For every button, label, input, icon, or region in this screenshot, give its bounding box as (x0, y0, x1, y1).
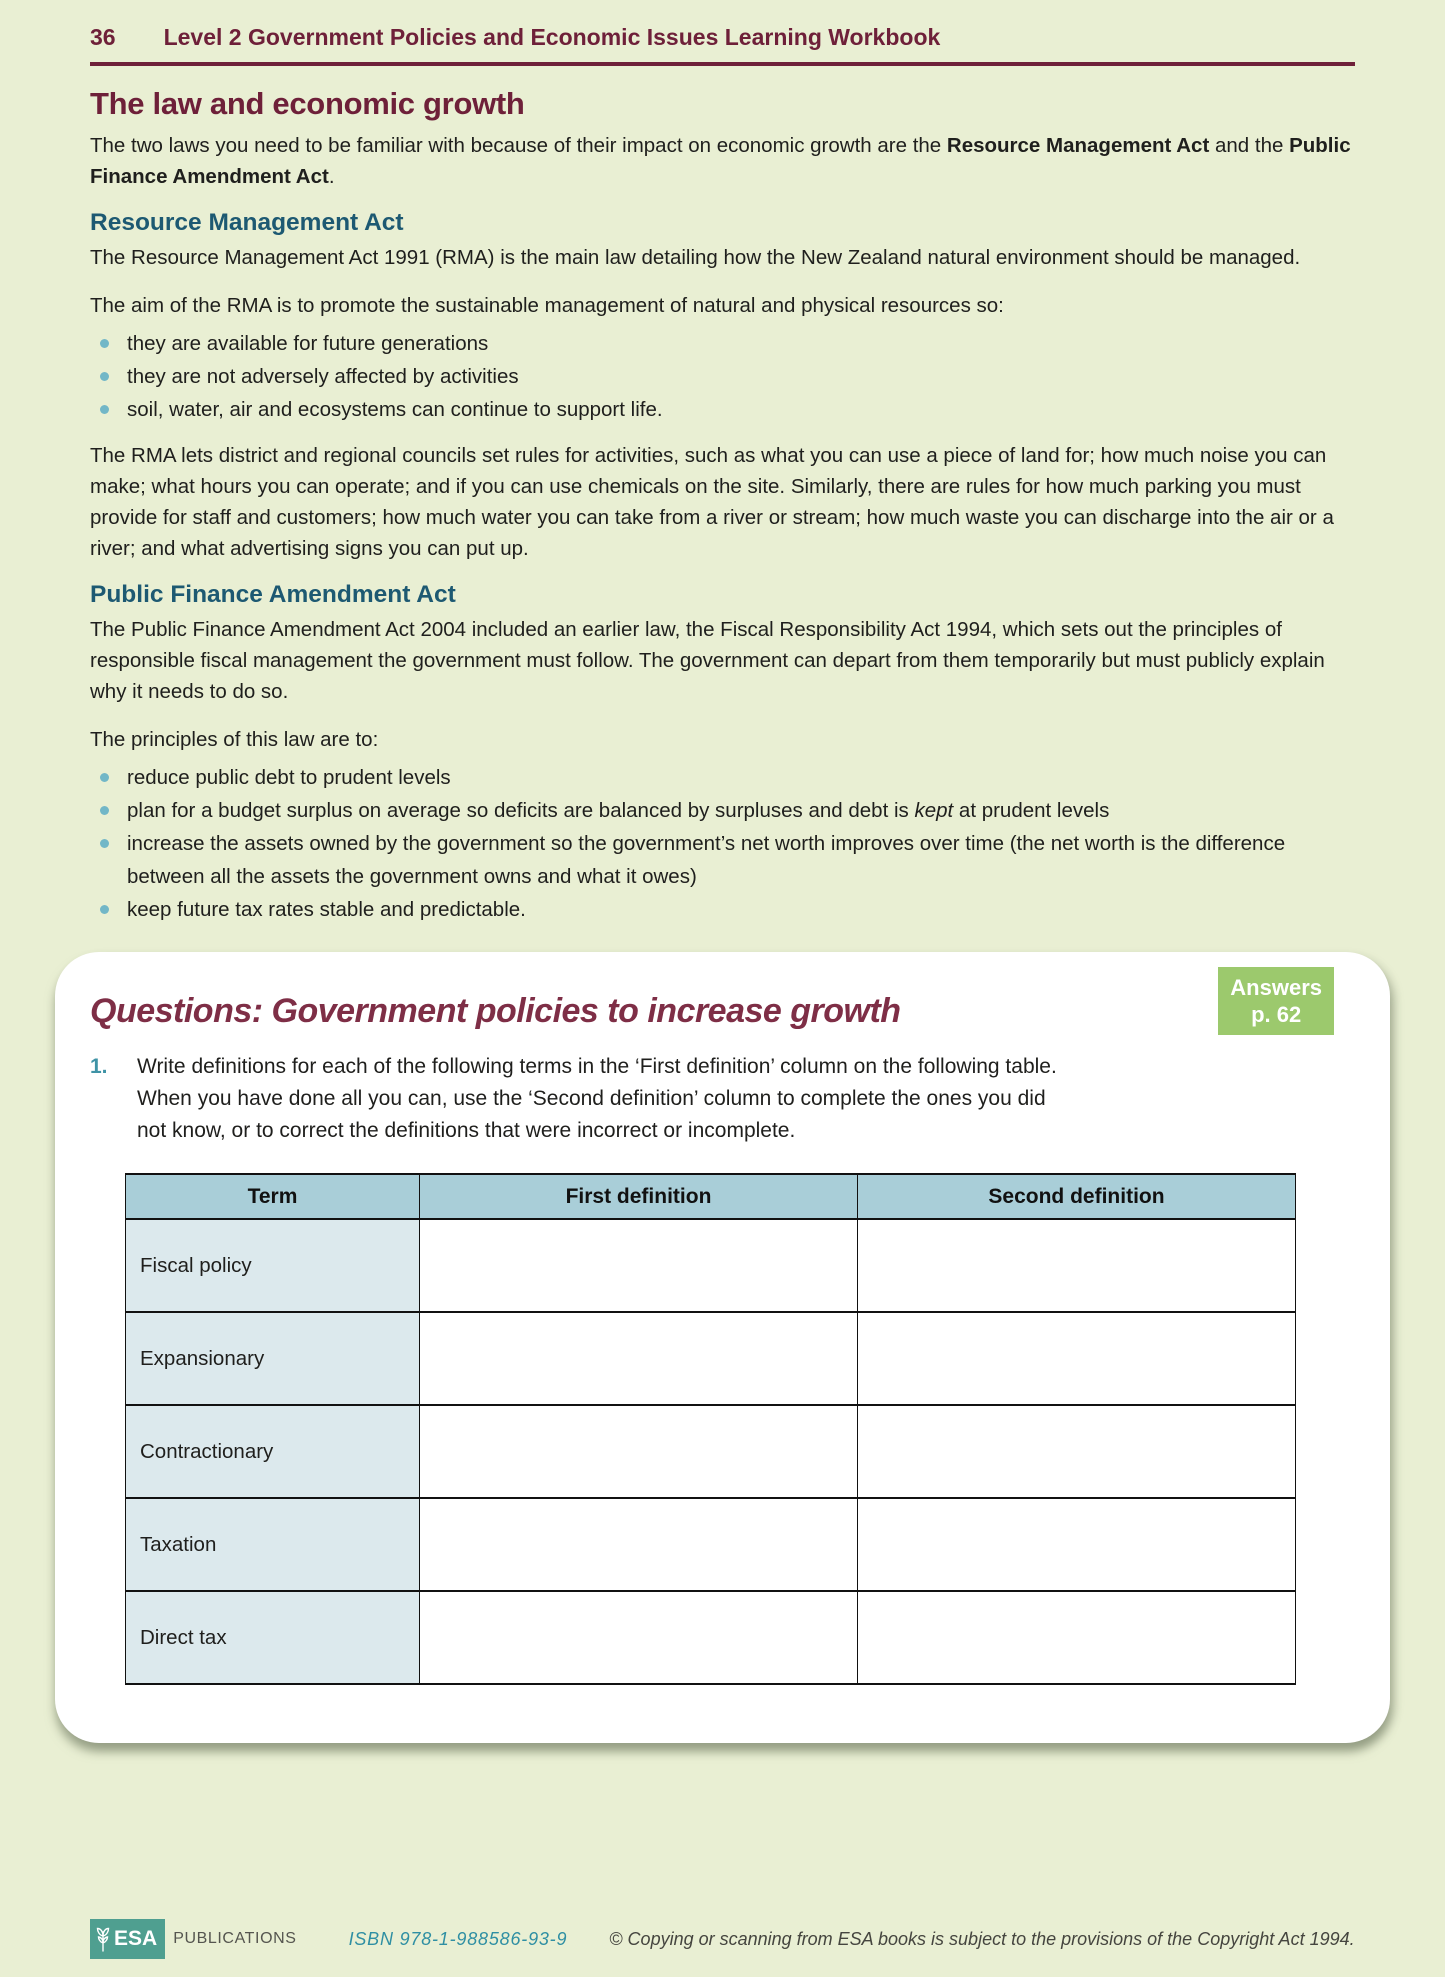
table-header-row (126, 1174, 1296, 1219)
pfa-bullet-2-text: plan for a budget surplus on average so deficits are balanced by surpluses and debt is (127, 799, 915, 822)
first-definition-cell (420, 1591, 858, 1684)
definitions-table (125, 1173, 1296, 1685)
section-heading-law: The law and economic growth (90, 86, 525, 121)
column-header-term: Term (126, 1174, 420, 1219)
question-1-number: 1. (90, 1055, 108, 1078)
second-definition-cell (858, 1312, 1296, 1405)
pfa-bullet-list (90, 761, 1355, 926)
term-cell-contractionary: Contractionary (126, 1405, 420, 1498)
table-row (126, 1498, 1296, 1591)
rma-bullet-3: soil, water, air and ecosystems can continue to support life. (90, 393, 1355, 426)
pfa-bullet-2-italic: kept (914, 799, 954, 822)
rma-aim-intro: The aim of the RMA is to promote the sustainable management of natural and physical resources so: (90, 294, 1004, 317)
rma-paragraph-1: The Resource Management Act 1991 (RMA) is the main law detailing how the New Zealand natural environment should be managed. (90, 246, 1301, 269)
answers-badge (1218, 967, 1334, 1035)
intro-text: and the (1209, 134, 1290, 157)
pfa-bullet-2 (90, 794, 1355, 827)
copyright-text: © Copying or scanning from ESA books is subject to the provisions of the Copyright Act 1994. (609, 1928, 1355, 1949)
first-definition-cell (420, 1219, 858, 1312)
pfa-bullet-1: reduce public debt to prudent levels (90, 761, 1355, 794)
table-row (126, 1312, 1296, 1405)
second-definition-cell (858, 1498, 1296, 1591)
answers-badge-line1: Answers (1230, 975, 1322, 1000)
column-header-second-definition: Second definition (858, 1174, 1296, 1219)
subheading-pfa: Public Finance Amendment Act (90, 581, 456, 608)
first-definition-cell (420, 1312, 858, 1405)
term-cell-direct-tax: Direct tax (126, 1591, 420, 1684)
question-1 (90, 1051, 1335, 1147)
workbook-title: Level 2 Government Policies and Economic Issues Learning Workbook (163, 24, 941, 50)
intro-bold-pfa: Public Finance Amendment Act (90, 134, 1351, 188)
fern-icon (94, 1925, 112, 1953)
table-row (126, 1591, 1296, 1684)
term-cell-taxation: Taxation (126, 1498, 420, 1591)
rma-bullet-2: they are not adversely affected by activities (90, 360, 1355, 393)
isbn-text: ISBN 978-1-988586-93-9 (348, 1928, 568, 1949)
second-definition-cell (858, 1591, 1296, 1684)
answers-badge-line2: p. 62 (1251, 1002, 1302, 1027)
rma-bullet-1: they are available for future generations (90, 327, 1355, 360)
esa-logo-text: ESA (114, 1927, 158, 1950)
questions-title: Questions: Government policies to increase growth (90, 992, 901, 1030)
law-intro-paragraph (90, 130, 1355, 192)
first-definition-cell (420, 1498, 858, 1591)
table-row (126, 1219, 1296, 1312)
rma-bullet-list (90, 327, 1355, 426)
subheading-rma: Resource Management Act (90, 209, 404, 236)
table-row (126, 1405, 1296, 1498)
pfa-bullet-2-text: at prudent levels (953, 799, 1110, 822)
first-definition-cell (420, 1405, 858, 1498)
page-footer (90, 1919, 1390, 1959)
intro-text: The two laws you need to be familiar with because of their impact on economic growth are the (90, 134, 947, 157)
esa-logo (90, 1919, 165, 1959)
rma-paragraph-2: The RMA lets district and regional councils set rules for activities, such as what you can use a piece of land for; how much noise you can make; what hours you can operate; and if you can use chemicals on the site. Similarly, there are rules for how much parking you must provide for staff and customers; how much water you can take from a river or stream; how much waste you can discharge into the air or a river; and what advertising signs you can put up. (90, 444, 1334, 560)
pfa-paragraph-1: The Public Finance Amendment Act 2004 included an earlier law, the Fiscal Responsibility Act 1994, which sets out the principles of responsible fiscal management the government must follow. The government can depart from them temporarily but must publicly explain why it needs to do so. (90, 618, 1325, 703)
pfa-bullet-4: keep future tax rates stable and predictable. (90, 893, 1355, 926)
question-1-text: Write definitions for each of the following terms in the ‘First definition’ column on the following table. When you have done all you can, use the ‘Second definition’ column to complete the ones you did not know, or to correct the definitions that were incorrect or incomplete. (137, 1055, 1057, 1142)
second-definition-cell (858, 1405, 1296, 1498)
page-number: 36 (90, 24, 116, 50)
column-header-first-definition: First definition (420, 1174, 858, 1219)
second-definition-cell (858, 1219, 1296, 1312)
header-divider (90, 62, 1355, 66)
questions-card (55, 952, 1390, 1743)
pfa-bullet-3: increase the assets owned by the government so the government’s net worth improves over time (the net worth is the difference between all the assets the government owns and what it owes) (90, 827, 1355, 893)
intro-bold-rma: Resource Management Act (946, 134, 1210, 157)
term-cell-expansionary: Expansionary (126, 1312, 420, 1405)
page-header (90, 24, 1355, 51)
pfa-principles-intro: The principles of this law are to: (90, 728, 379, 751)
publisher-label: PUBLICATIONS (173, 1930, 297, 1947)
term-cell-fiscal-policy: Fiscal policy (126, 1219, 420, 1312)
intro-text: . (328, 165, 335, 188)
